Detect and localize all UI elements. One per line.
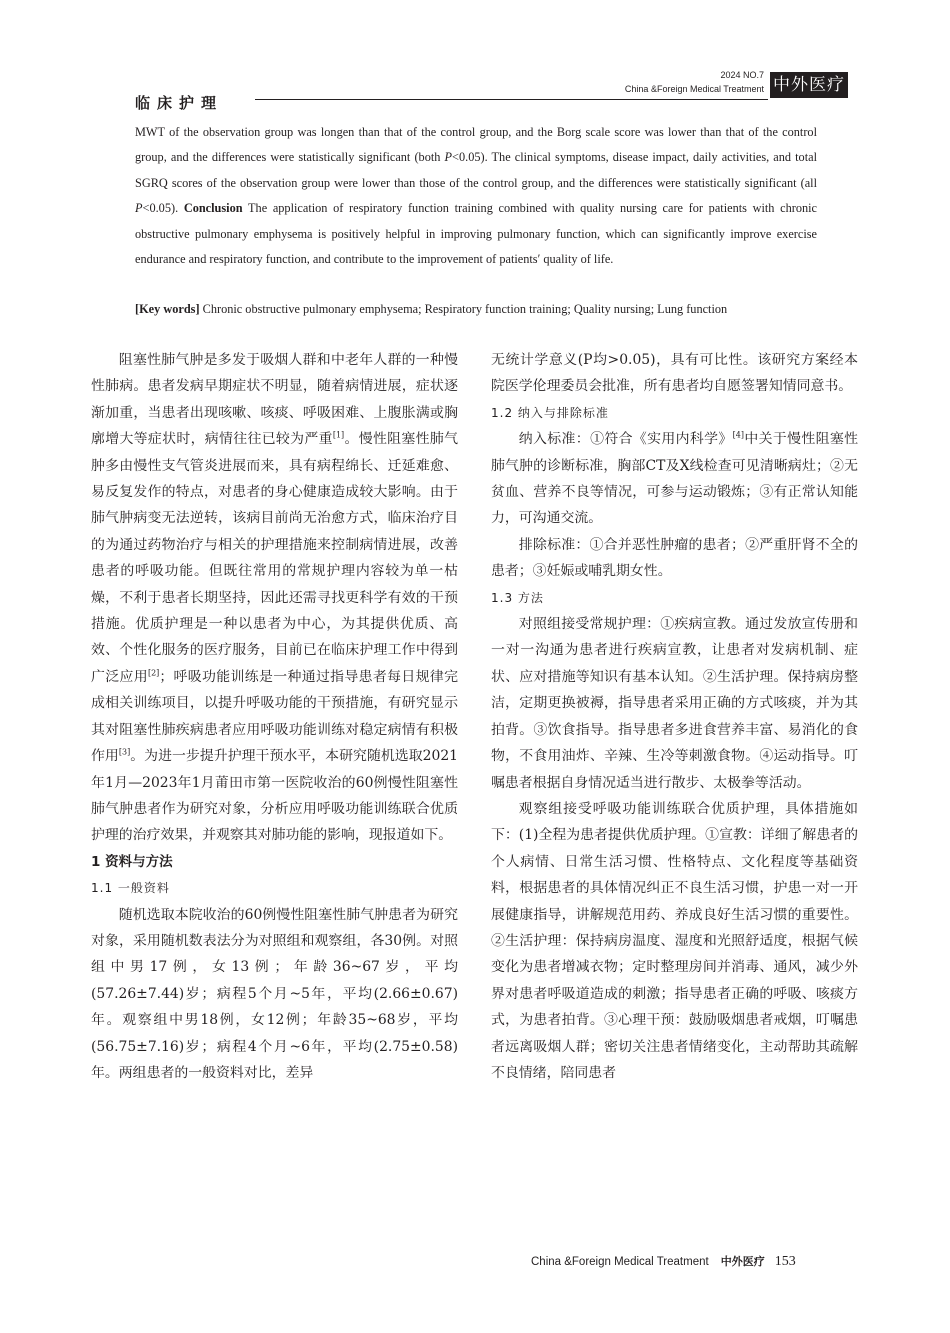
issue-number: 2024 NO.7 xyxy=(720,70,764,80)
keywords-text: Chronic obstructive pulmonary emphysema; Respiratory function training; Quality nursing; Lung function xyxy=(199,302,728,316)
conclusion-text: The application of respiratory function training combined with quality nursing care for patients with chronic obstructive pulmonary emphysema is positively helpful in improving pulmonary function, which can significantly improve exercise endurance and respiratory function, and contribute to the improvement of patients′ quality of life. xyxy=(135,201,817,267)
control-group-paragraph: 对照组接受常规护理：①疾病宣教。通过发放宣传册和一对一沟通为患者进行疾病宣教，让患者对发病机制、症状、应对措施等知识有基本认知。②生活护理。保持病房整洁，定期更换被褥，指导患者采用正确的方式咳痰，并为其拍背。③饮食指导。指导患者多进食营养丰富、易消化的食物，不食用油炸、辛辣、生冷等刺激食物。④运动指导。叮嘱患者根据自身情况适当进行散步、太极拳等活动。 xyxy=(491,616,858,791)
conclusion-label: Conclusion xyxy=(183,201,243,216)
heading-criteria: 1.2 纳入与排除标准 xyxy=(491,405,609,420)
journal-english-name: China &Foreign Medical Treatment xyxy=(624,84,764,94)
intro-text: ；呼吸功能训练是一种通过指导患者每日规律完成相关训练项目，以提升呼吸功能的干预措施，有研究显示其对阻塞性肺疾病患者应用呼吸功能训练对稳定病情有积极作用 xyxy=(91,668,458,765)
footer-journal-zh: 中外医疗 xyxy=(720,1255,765,1268)
heading-materials-methods: 1 资料与方法 xyxy=(91,853,173,870)
right-column xyxy=(491,347,858,1086)
p-symbol: P xyxy=(135,201,143,216)
footer-journal-en: China &Foreign Medical Treatment xyxy=(531,1256,709,1268)
observation-group-paragraph: 观察组接受呼吸功能训练联合优质护理，具体措施如下：(1)全程为患者提供优质护理。①宣教：详细了解患者的个人病情、日常生活习惯、性格特点、文化程度等基础资料，根据患者的具体情况纠正不良生活习惯，护患一对一开展健康指导，讲解规范用药、养成良好生活习惯的重要性。②生活护理：保持病房温度、湿度和光照舒适度，根据气候变化为患者增减衣物；定时整理房间并消毒、通风，减少外界对患者呼吸道造成的刺激；指导患者正确的呼吸、咳痰方式，为患者拍背。③心理干预：鼓励吸烟患者戒烟，叮嘱患者远离吸烟人群；密切关注患者情绪变化，主动帮助其疏解不良情绪，陪同患者 xyxy=(491,800,858,1081)
citation: [1] xyxy=(332,430,345,440)
exclusion-paragraph: 排除标准：①合并恶性肿瘤的患者；②严重肝肾不全的患者；③妊娠或哺乳期女性。 xyxy=(491,536,858,580)
page-footer xyxy=(531,1253,796,1270)
inclusion-text: 中关于慢性阻塞性肺气肿的诊断标准，胸部CT及X线检查可见清晰病灶；②无贫血、营养不良等情况，可参与运动锻炼；③有正常认知能力，可沟通交流。 xyxy=(491,431,858,527)
section-title: 临床护理 xyxy=(135,94,224,112)
journal-logo: 中外医疗 xyxy=(770,72,848,98)
keywords xyxy=(135,297,825,322)
general-info-continued: 无统计学意义(P均>0.05)，具有可比性。该研究方案经本院医学伦理委员会批准，所有患者均自愿签署知情同意书。 xyxy=(491,352,858,395)
inclusion-paragraph xyxy=(491,426,858,532)
intro-text: 阻塞性肺气肿是多发于吸烟人群和中老年人群的一种慢性肺病。患者发病早期症状不明显，随着病情进展，症状逐渐加重，当患者出现咳嗽、咳痰、呼吸困难、上腹胀满或胸廓增大等症状时，病情往往已较为严重 xyxy=(91,352,458,448)
header-rule xyxy=(255,99,768,100)
heading-methods: 1.3 方法 xyxy=(491,590,544,605)
p-symbol: P xyxy=(444,150,453,165)
left-column xyxy=(91,347,458,1086)
page-header xyxy=(0,0,950,112)
citation: [3] xyxy=(118,747,131,757)
page-number: 153 xyxy=(774,1254,796,1269)
keywords-label: [Key words] xyxy=(135,302,200,316)
abstract-segment: MWT of the observation group was longen than that of the control group, and the Borg scale score was lower than that of the control group, and the differences were statistically significant (both xyxy=(135,125,817,165)
citation: [4] xyxy=(732,430,744,440)
citation: [2] xyxy=(147,668,160,678)
abstract-text xyxy=(135,120,817,272)
heading-general-info: 1.1 一般资料 xyxy=(91,881,170,896)
inclusion-text: 纳入标准：①符合《实用内科学》 xyxy=(518,431,733,448)
general-info-paragraph: 随机选取本院收治的60例慢性阻塞性肺气肿患者为研究对象，采用随机数表法分为对照组和观察组，各30例。对照组中男17例，女13例；年龄36~67岁，平均(57.26±7.44)岁；病程5个月~5年，平均(2.66±0.67)年。观察组中男18例，女12例；年龄35~68岁，平均(56.75±7.16)岁；病程4个月~6年，平均(2.75±0.58)年。两组患者的一般资料对比，差异 xyxy=(91,906,458,1081)
abstract-segment: <0.05). xyxy=(142,201,184,216)
abstract-segment: <0.05). The clinical symptoms, disease impact, daily activities, and total SGRQ scores of the observation group were lower than those of the control group, and the differences were statistically significant (all xyxy=(135,150,817,190)
intro-paragraph xyxy=(91,347,458,849)
intro-text: 。为进一步提升护理干预水平，本研究随机选取2021年1月—2023年1月莆田市第一医院收治的60例慢性阻塞性肺气肿患者作为研究对象，分析应用呼吸功能训练联合优质护理的治疗效果，并观察其对肺功能的影响，现报道如下。 xyxy=(91,748,458,844)
intro-text: 。慢性阻塞性肺气肿多由慢性支气管炎进展而来，具有病程绵长、迁延难愈、易反复发作的特点，对患者的身心健康造成较大影响。由于肺气肿病变无法逆转，该病目前尚无治愈方式，临床治疗目的为通过药物治疗与相关的护理措施来控制病情进展，改善患者的呼吸功能。但既往常用的常规护理内容较为单一枯燥，不利于患者长期坚持，因此还需寻找更科学有效的干预措施。优质护理是一种以患者为中心，为其提供优质、高效、个性化服务的医疗服务，目前已在临床护理工作中得到广泛应用 xyxy=(91,431,458,685)
